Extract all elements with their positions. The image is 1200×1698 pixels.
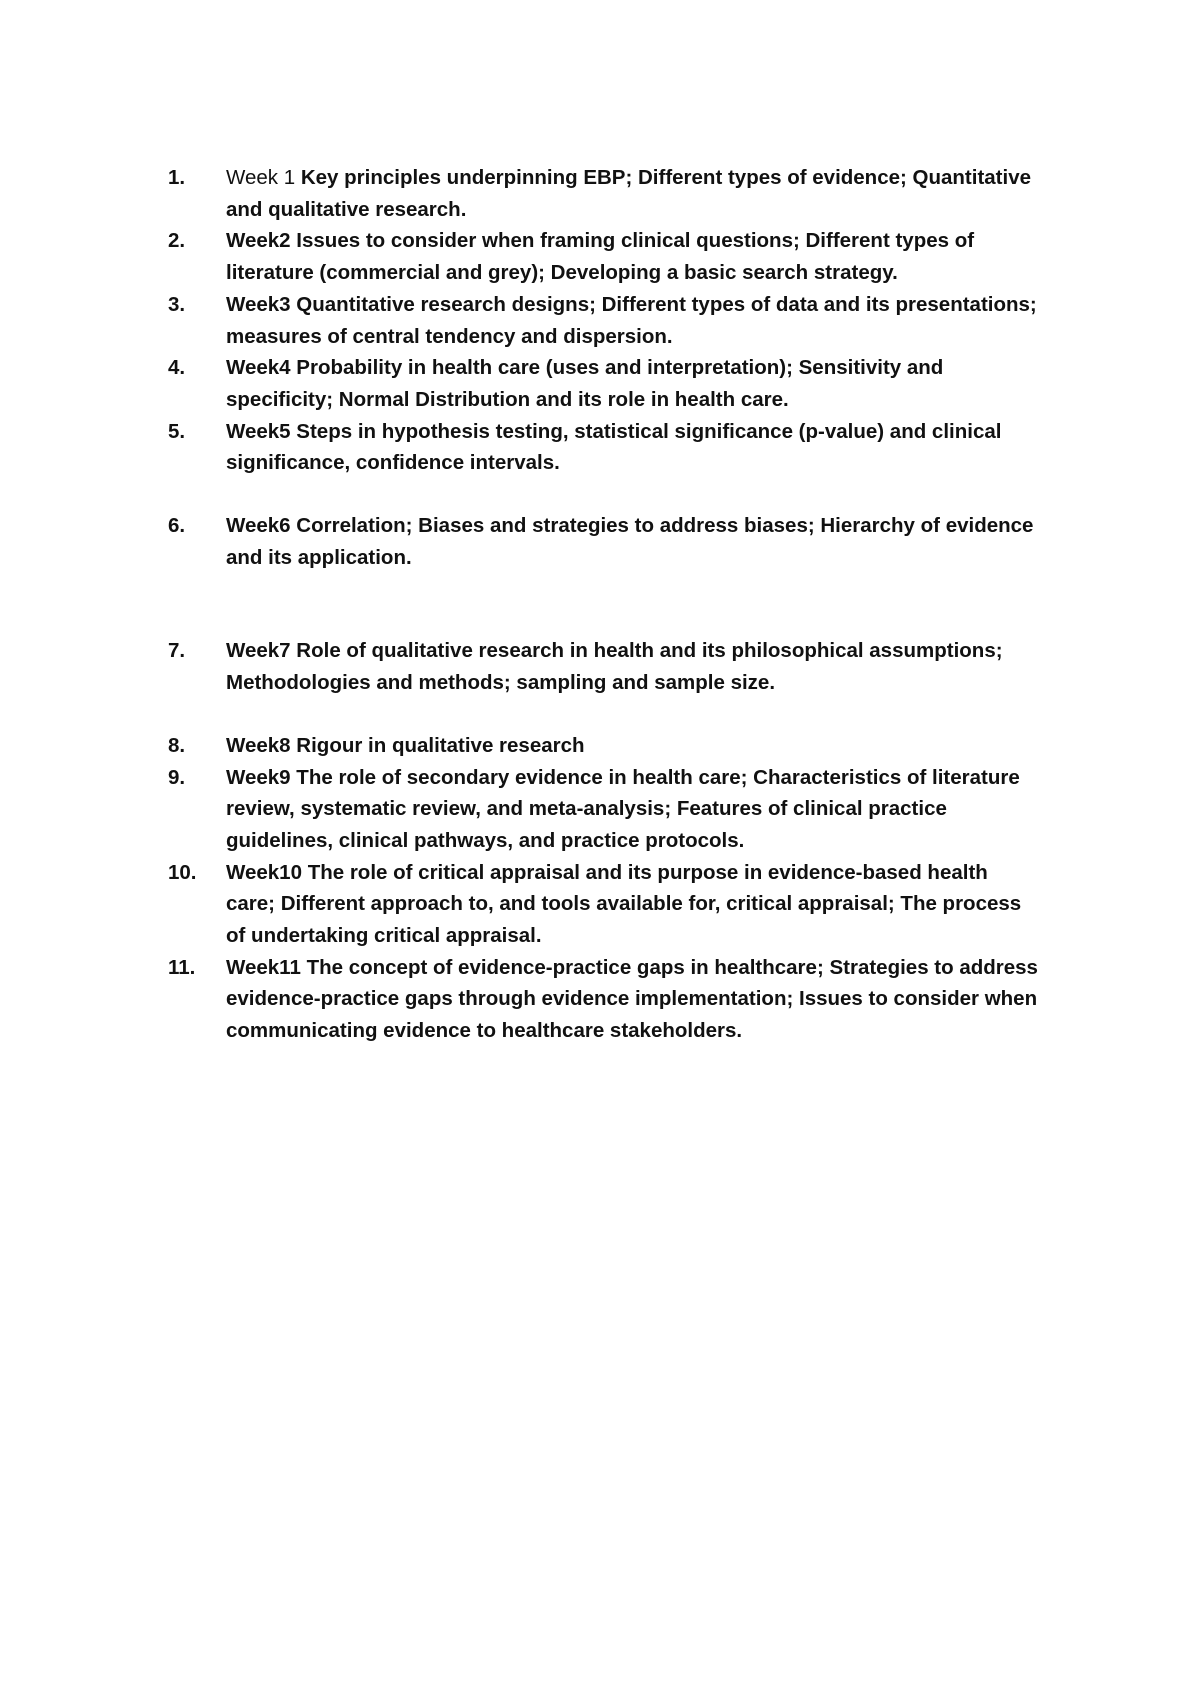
list-item-week-6 (168, 510, 1038, 573)
item-number: 6. (168, 514, 186, 538)
item-text (226, 952, 1038, 1047)
week-label: Week2 (226, 229, 291, 253)
topic-text: The role of critical appraisal and its purpose in evidence-based health care; Different approach to, and tools available for, critical appraisal; The process of undertaking critical appraisal. (226, 860, 1022, 948)
item-number: 3. (168, 292, 186, 316)
topic-text: Probability in health care (uses and interpretation); Sensitivity and specificity; Normal Distribution and its role in health care. (226, 356, 944, 411)
week-label: Week9 (226, 765, 291, 789)
topic-text: The concept of evidence-practice gaps in healthcare; Strategies to address evidence-practice gaps through evidence implementation; Issues to consider when communicating evidence to healthcare stakeholders. (226, 955, 1038, 1043)
list-item-week-8 (168, 730, 1038, 762)
topic-text: Correlation; Biases and strategies to address biases; Hierarchy of evidence and its application. (226, 514, 1034, 569)
item-text (226, 635, 1038, 698)
list-item-week-1 (168, 162, 1038, 225)
week-label: Week3 (226, 292, 291, 316)
item-text (226, 416, 1038, 479)
week-label: Week 1 (226, 166, 296, 189)
topic-text: The role of secondary evidence in health care; Characteristics of literature review, systematic review, and meta-analysis; Features of clinical practice guidelines, clinical pathways, and practice protocols. (226, 765, 1020, 852)
topic-text: Quantitative research designs; Different types of data and its presentations; measures of central tendency and dispersion. (226, 292, 1037, 348)
week-label: Week4 (226, 356, 291, 380)
item-number: 5. (168, 419, 186, 443)
topic-text: Issues to consider when framing clinical questions; Different types of literature (commercial and grey); Developing a basic search strategy. (226, 229, 975, 285)
item-number: 10. (168, 860, 197, 884)
item-number: 1. (168, 166, 186, 189)
list-item-week-7 (168, 635, 1038, 698)
item-number: 8. (168, 733, 186, 757)
item-text (226, 289, 1038, 352)
item-number: 9. (168, 765, 186, 789)
weekly-topics-list (168, 162, 1038, 1047)
topic-text: Rigour in qualitative research (296, 733, 585, 757)
item-number: 2. (168, 229, 186, 253)
item-text (226, 510, 1038, 573)
week-label: Week10 (226, 860, 302, 884)
item-number: 7. (168, 639, 186, 663)
week-label: Week11 (226, 955, 301, 979)
list-item-week-10 (168, 857, 1038, 952)
item-text (226, 730, 1038, 762)
item-number: 11. (168, 955, 196, 979)
topic-text: Steps in hypothesis testing, statistical significance (p-value) and clinical significance, confidence intervals. (226, 419, 1002, 475)
item-text (226, 762, 1038, 857)
list-item-week-11 (168, 952, 1038, 1047)
list-item-week-2 (168, 225, 1038, 288)
list-item-week-3 (168, 289, 1038, 352)
item-text (226, 225, 1038, 288)
week-label: Week6 (226, 514, 291, 538)
topic-text: Key principles underpinning EBP; Different types of evidence; Quantitative and qualitative research. (226, 166, 1031, 221)
week-label: Week7 (226, 639, 291, 663)
list-item-week-5 (168, 416, 1038, 479)
week-label: Week8 (226, 733, 291, 757)
item-text (226, 162, 1038, 225)
item-number: 4. (168, 356, 186, 380)
list-item-week-4 (168, 352, 1038, 415)
item-text (226, 352, 1038, 415)
week-label: Week5 (226, 419, 291, 443)
list-item-week-9 (168, 762, 1038, 857)
item-text (226, 857, 1038, 952)
topic-text: Role of qualitative research in health and its philosophical assumptions; Methodologies and methods; sampling and sample size. (226, 639, 1003, 695)
